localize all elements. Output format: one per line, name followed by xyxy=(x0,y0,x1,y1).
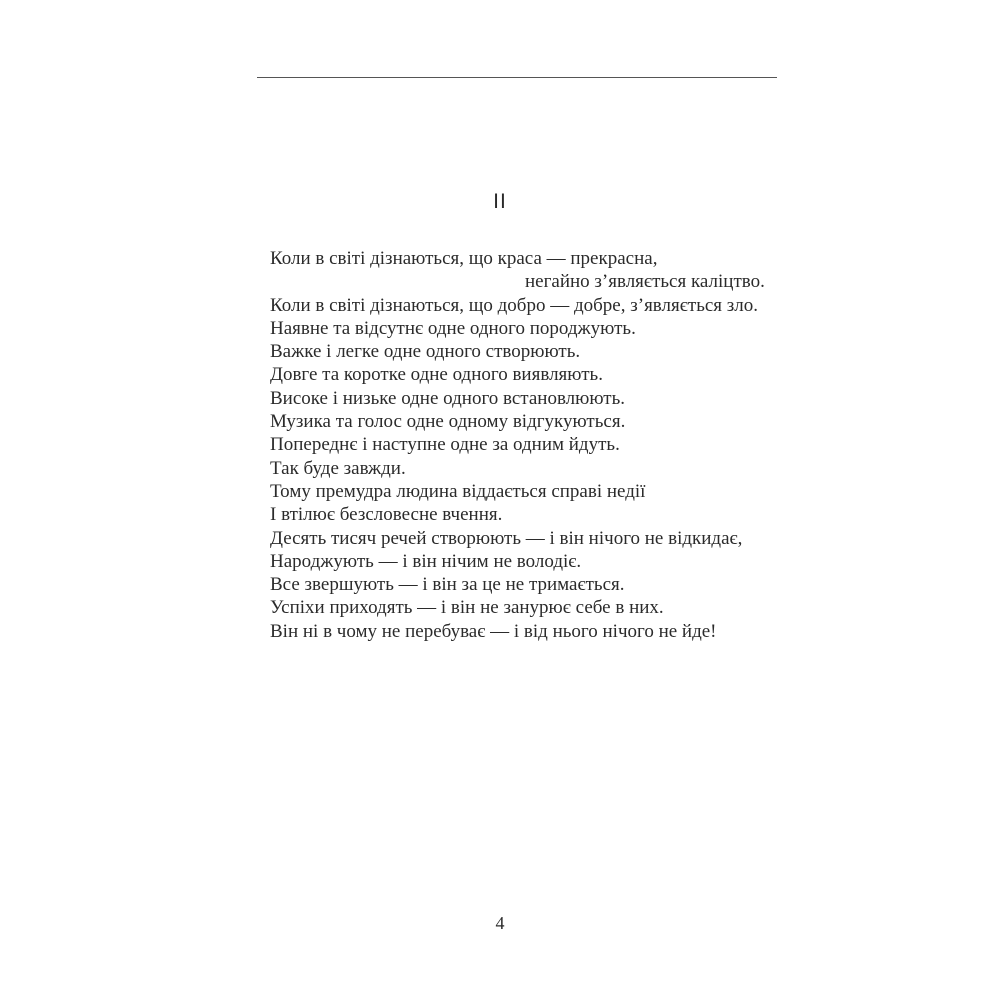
poem-line: Так буде завжди. xyxy=(270,457,406,479)
poem-line: негайно з’являється каліцтво. xyxy=(525,271,765,293)
chapter-number: II xyxy=(493,190,507,213)
poem-line: Народжують — і він нічим не володіє. xyxy=(270,550,582,572)
poem-line: Коли в світі дізнаються, що краса — прекрасна, xyxy=(270,248,658,269)
poem-line: Все звершують — і він за це не тримається. xyxy=(270,574,625,596)
poem-line: Коли в світі дізнаються, що добро — добре, з’являється зло. xyxy=(270,294,759,316)
poem-line: Він ні в чому не перебуває — і від нього нічого не йде! xyxy=(270,620,717,642)
poem-body xyxy=(270,247,830,643)
poem-line: Попереднє і наступне одне за одним йдуть. xyxy=(270,434,620,456)
poem-line: Довге та коротке одне одного виявляють. xyxy=(270,364,603,386)
poem-line: Важке і легке одне одного створюють. xyxy=(270,341,581,363)
poem-line: Тому премудра людина віддається справі недії xyxy=(270,480,646,502)
poem-line: Музика та голос одне одному відгукуються. xyxy=(270,411,626,433)
poem-line: І втілює безсловесне вчення. xyxy=(270,504,503,526)
header-rule xyxy=(257,77,777,78)
page-number: 4 xyxy=(495,913,505,933)
poem-line: Високе і низьке одне одного встановлюють. xyxy=(270,387,626,409)
poem-line: Успіхи приходять — і він не занурює себе в них. xyxy=(270,597,664,619)
poem-line: Десять тисяч речей створюють — і він нічого не відкидає, xyxy=(270,527,743,549)
poem-line: Наявне та відсутнє одне одного породжують. xyxy=(270,317,636,339)
